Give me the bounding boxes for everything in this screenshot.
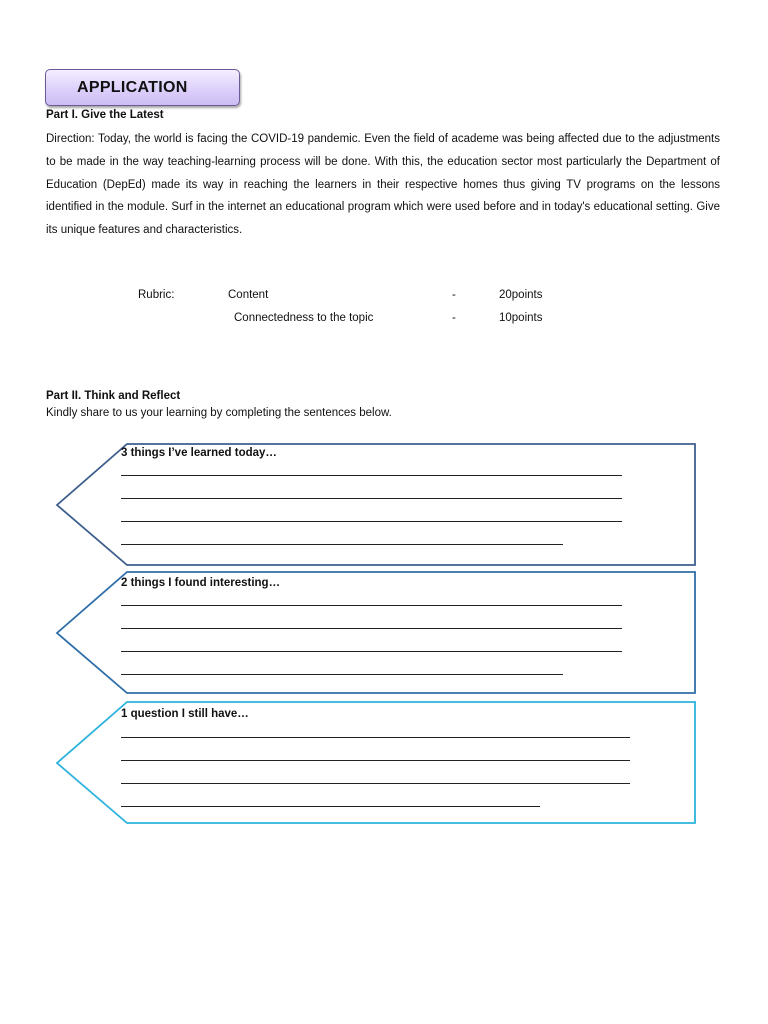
section-header [45, 69, 240, 106]
rubric-dash: - [452, 289, 456, 301]
rubric-points: 10points [499, 312, 543, 324]
answer-line[interactable] [121, 628, 622, 629]
reflection-card-interesting [55, 571, 698, 695]
answer-line[interactable] [121, 605, 622, 606]
rubric-criterion: Connectedness to the topic [234, 312, 374, 324]
rubric-points: 20points [499, 289, 543, 301]
card-prompt: 1 question I still have… [121, 708, 249, 720]
answer-line[interactable] [121, 498, 622, 499]
rubric-dash: - [452, 312, 456, 324]
answer-line[interactable] [121, 475, 622, 476]
answer-line[interactable] [121, 674, 563, 675]
part2-instruction: Kindly share to us your learning by completing the sentences below. [46, 407, 392, 419]
section-title: APPLICATION [77, 79, 188, 96]
answer-line[interactable] [121, 521, 622, 522]
part1-title: Part I. Give the Latest [46, 109, 164, 121]
answer-line[interactable] [121, 783, 630, 784]
answer-line[interactable] [121, 737, 630, 738]
answer-line[interactable] [121, 544, 563, 545]
card-prompt: 2 things I found interesting… [121, 577, 281, 589]
arrow-shape [55, 571, 698, 695]
part1-direction: Direction: Today, the world is facing the COVID-19 pandemic. Even the field of academe was being affected due to the adjustments to be made in the way teaching-learning process will be done. With this, the education sector most particularly the Department of Education (DepEd) made its way in reaching the learners in their respective homes thus giving TV programs on the lessons identified in the module. Surf in the internet an educational program which were used before and in today's educational setting. Give its unique features and characteristics. [46, 133, 720, 237]
arrow-shape [55, 443, 698, 567]
part2-title: Part II. Think and Reflect [46, 390, 181, 402]
answer-line[interactable] [121, 760, 630, 761]
rubric-label: Rubric: [138, 289, 175, 301]
card-prompt: 3 things I’ve learned today… [121, 447, 277, 459]
reflection-card-learned [55, 443, 698, 567]
answer-line[interactable] [121, 806, 540, 807]
answer-line[interactable] [121, 651, 622, 652]
rubric-criterion: Content [228, 289, 269, 301]
reflection-card-question [55, 701, 698, 825]
